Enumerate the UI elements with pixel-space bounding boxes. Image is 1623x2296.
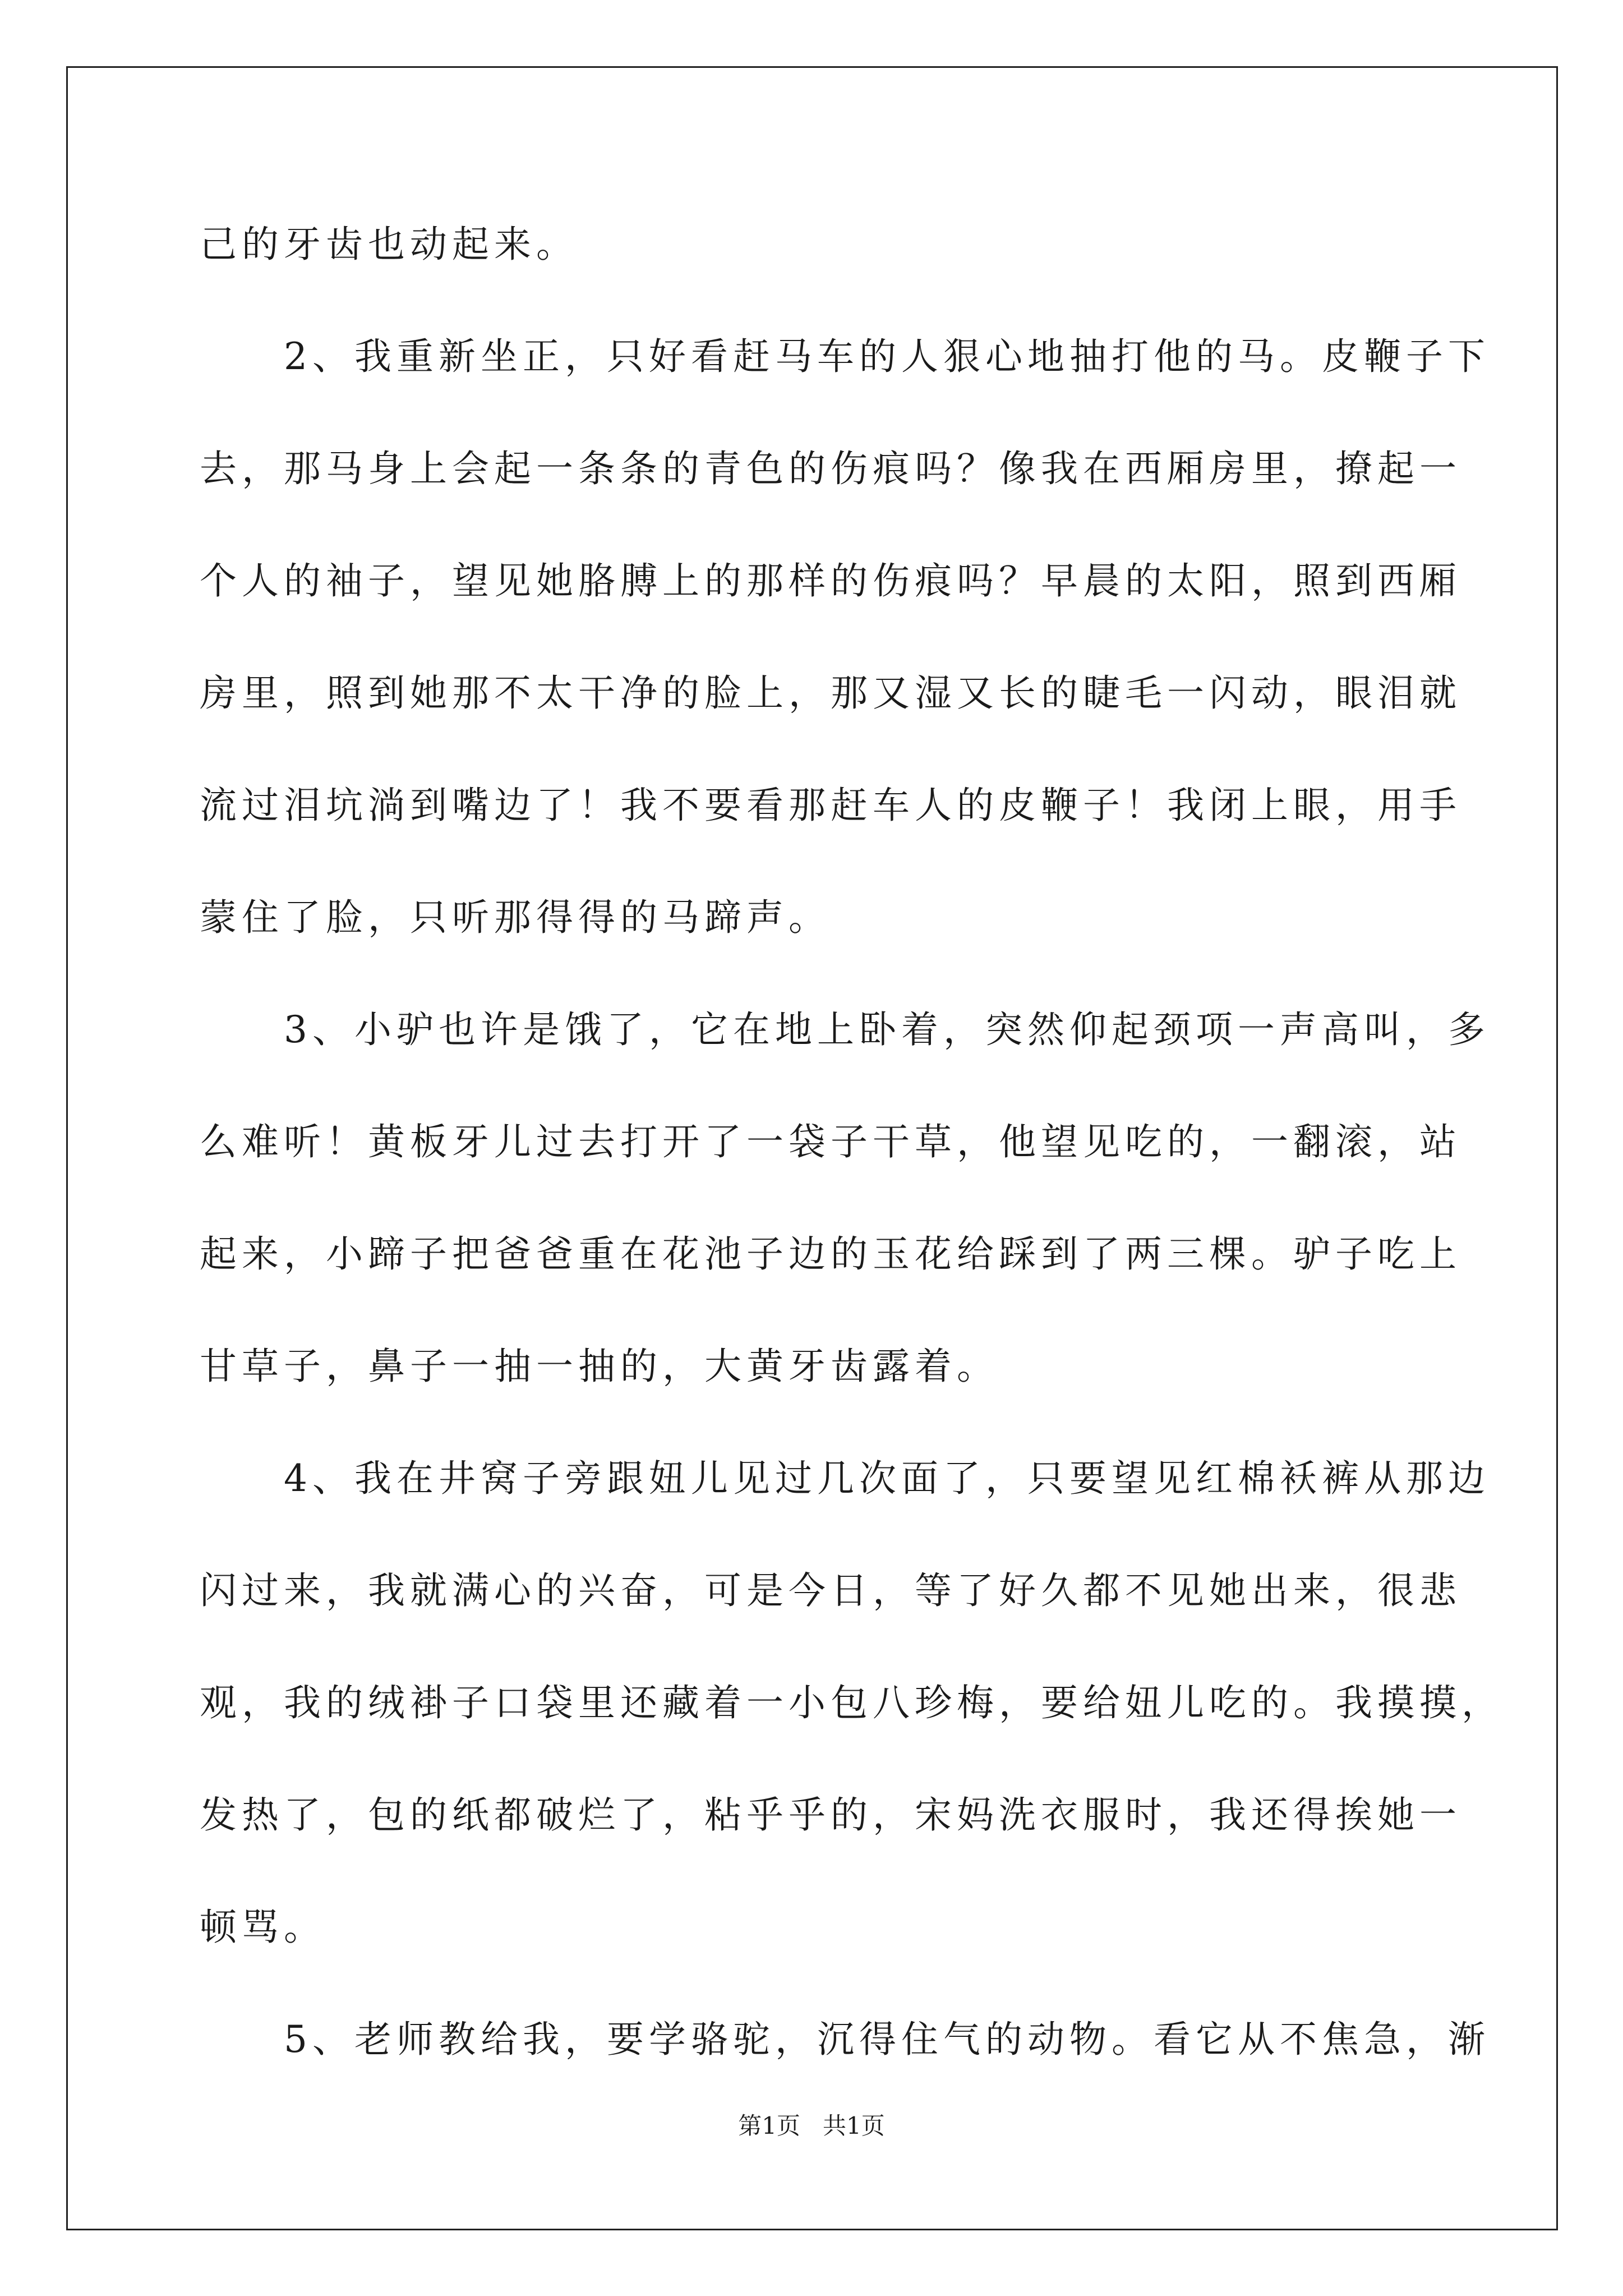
- text-line: 起来，小蹄子把爸爸重在花池子边的玉花给踩到了两三棵。驴子吃上: [200, 1232, 1461, 1276]
- text-line: 5、老师教给我，要学骆驼，沉得住气的动物。看它从不焦急，渐: [200, 2018, 1490, 2061]
- text-line: 发热了，包的纸都破烂了，粘乎乎的，宋妈洗衣服时，我还得挨她一: [200, 1793, 1461, 1837]
- text-line: 蒙住了脸，只听那得得的马蹄声。: [200, 896, 831, 939]
- text-line: 甘草子，鼻子一抽一抽的，大黄牙齿露着。: [200, 1345, 999, 1388]
- text-line: 4、我在井窝子旁跟妞儿见过几次面了，只要望见红棉袄裤从那边: [200, 1457, 1490, 1500]
- text-line: 流过泪坑淌到嘴边了！我不要看那赶车人的皮鞭子！我闭上眼，用手: [200, 784, 1461, 827]
- text-line: 3、小驴也许是饿了，它在地上卧着，突然仰起颈项一声高叫，多: [200, 1008, 1490, 1051]
- text-line: 房里，照到她那不太干净的脸上，那又湿又长的睫毛一闪动，眼泪就: [200, 671, 1461, 715]
- text-line: 2、我重新坐正，只好看赶马车的人狠心地抽打他的马。皮鞭子下: [200, 335, 1490, 378]
- page-number-total: 共1页: [823, 2112, 885, 2139]
- text-line: 闪过来，我就满心的兴奋，可是今日，等了好久都不见她出来，很悲: [200, 1569, 1461, 1612]
- text-line: 么难听！黄板牙儿过去打开了一袋子干草，他望见吃的，一翻滚，站: [200, 1120, 1461, 1163]
- text-line: 观，我的绒褂子口袋里还藏着一小包八珍梅，要给妞儿吃的。我摸摸，: [200, 1681, 1504, 1724]
- page-number-current: 第1页: [738, 2112, 800, 2139]
- text-line: 己的牙齿也动起来。: [200, 223, 578, 266]
- page-footer: [0, 2109, 1623, 2143]
- text-line: 去，那马身上会起一条条的青色的伤痕吗？像我在西厢房里，撩起一: [200, 447, 1461, 490]
- text-line: 顿骂。: [200, 1906, 326, 1949]
- text-line: 个人的袖子，望见她胳膊上的那样的伤痕吗？早晨的太阳，照到西厢: [200, 559, 1461, 602]
